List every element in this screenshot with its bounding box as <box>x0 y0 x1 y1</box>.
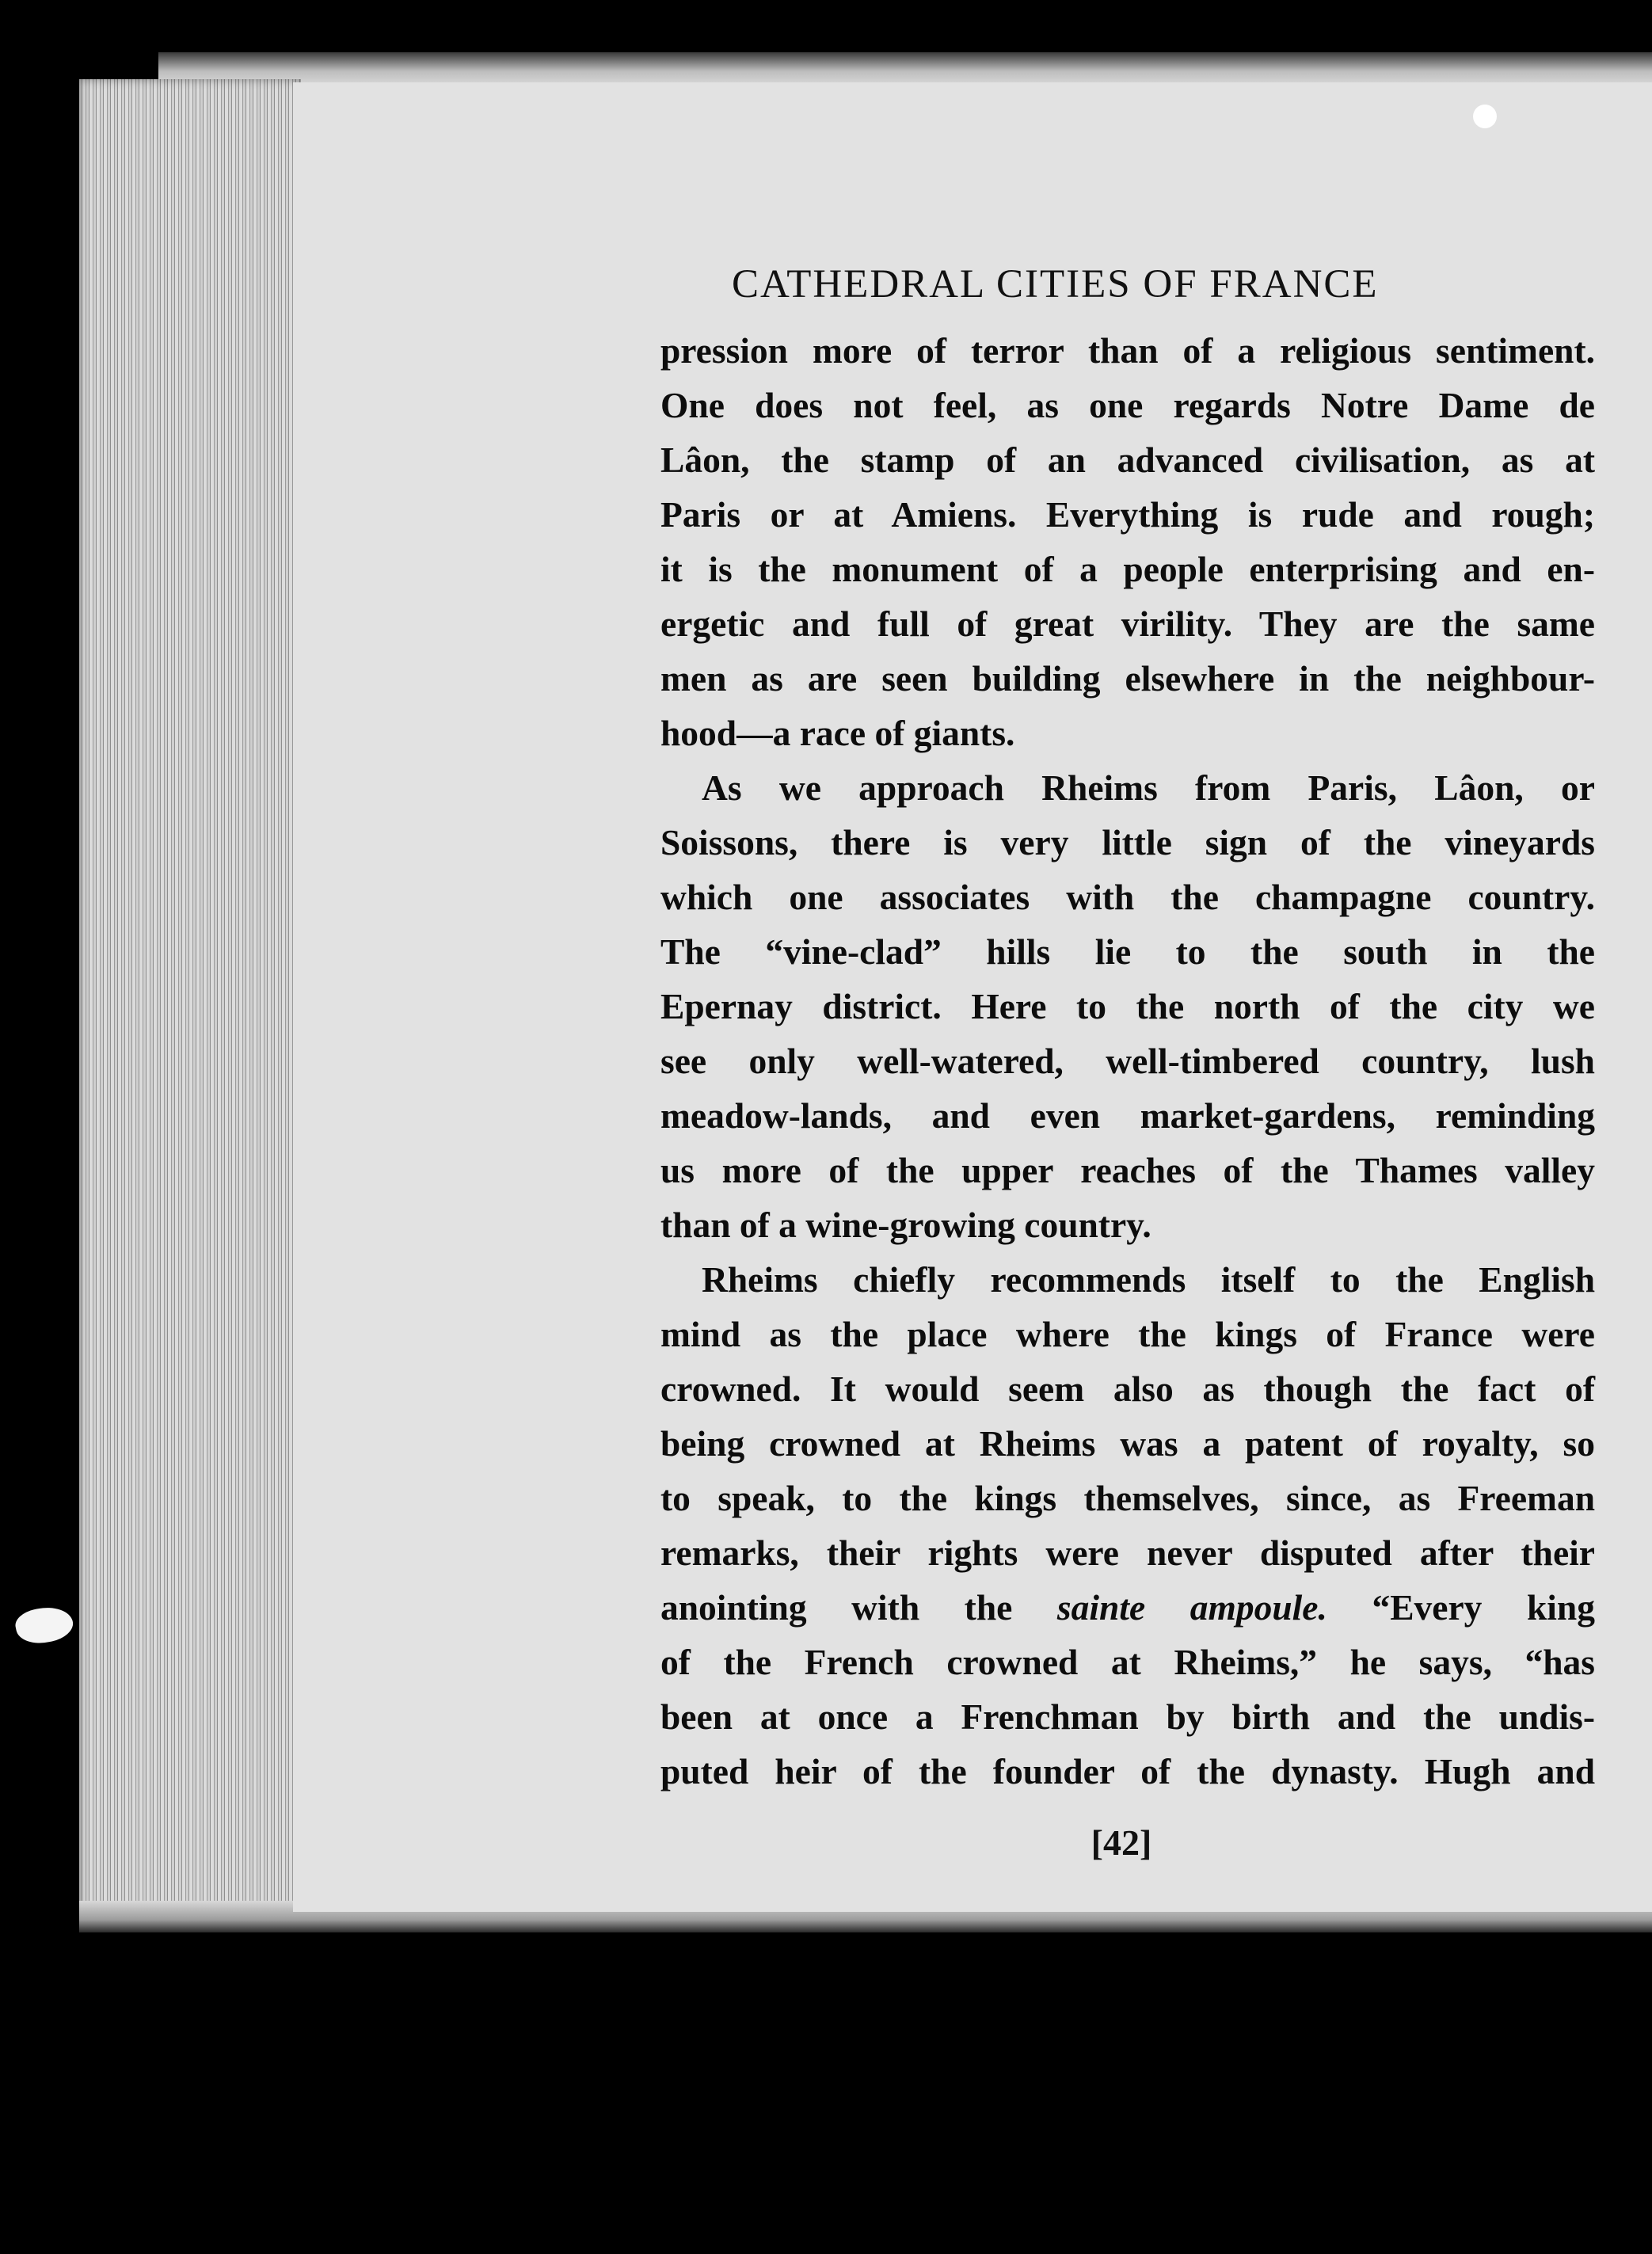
text-line: One does not feel, as one regards Notre Dame de <box>660 385 1595 425</box>
running-header: CATHEDRAL CITIES OF FRANCE <box>732 262 1379 306</box>
text-line: Soissons, there is very little sign of the vineyards <box>660 822 1595 862</box>
paragraph-2 <box>660 760 1595 1252</box>
text-line: hood—a race of giants. <box>660 713 1015 753</box>
text-line: Rheims chiefly recommends itself to the English <box>702 1259 1595 1300</box>
scan-speck <box>1473 105 1497 128</box>
paragraph-1 <box>660 323 1595 760</box>
text-line: Lâon, the stamp of an advanced civilisation, as at <box>660 440 1595 480</box>
text-line: men as are seen building elsewhere in the neighbour- <box>660 658 1595 699</box>
text-run: anointing with the <box>660 1587 1057 1628</box>
text-line: puted heir of the founder of the dynasty. Hugh and <box>660 1751 1595 1791</box>
text-line: being crowned at Rheims was a patent of royalty, so <box>660 1423 1595 1464</box>
text-line: see only well-watered, well-timbered country, lush <box>660 1041 1595 1081</box>
paragraph-3 <box>660 1252 1595 1799</box>
text-line: pression more of terror than of a religious sentiment. <box>660 330 1595 371</box>
text-line: The “vine-clad” hills lie to the south in the <box>660 931 1595 972</box>
text-line: crowned. It would seem also as though the fact of <box>660 1369 1595 1409</box>
text-line: As we approach Rheims from Paris, Lâon, or <box>702 767 1595 808</box>
body-text <box>660 323 1595 1799</box>
text-line: Paris or at Amiens. Everything is rude and rough; <box>660 494 1595 535</box>
text-line: it is the monument of a people enterprising and en- <box>660 549 1595 589</box>
text-line: than of a wine-growing country. <box>660 1205 1151 1245</box>
text-line: to speak, to the kings themselves, since, as Freeman <box>660 1478 1595 1518</box>
text-line: us more of the upper reaches of the Thames valley <box>660 1150 1595 1190</box>
text-line: remarks, their rights were never disputed after their <box>660 1532 1595 1573</box>
text-line: of the French crowned at Rheims,” he says, “has <box>660 1642 1595 1682</box>
page-block-left-edges <box>79 79 301 1932</box>
text-line-with-italic <box>660 1580 1595 1635</box>
page-block-top-edge <box>158 52 1652 84</box>
text-line: been at once a Frenchman by birth and the undis- <box>660 1696 1595 1737</box>
text-line: mind as the place where the kings of France were <box>660 1314 1595 1354</box>
text-run: “Every king <box>1327 1587 1595 1628</box>
text-line: which one associates with the champagne country. <box>660 877 1595 917</box>
page-number: [42] <box>1091 1822 1152 1863</box>
italic-phrase: sainte ampoule. <box>1056 1587 1327 1628</box>
text-line: Epernay district. Here to the north of the city we <box>660 986 1595 1026</box>
text-line: meadow-lands, and even market-gardens, reminding <box>660 1095 1595 1136</box>
text-line: ergetic and full of great virility. They are the same <box>660 603 1595 644</box>
